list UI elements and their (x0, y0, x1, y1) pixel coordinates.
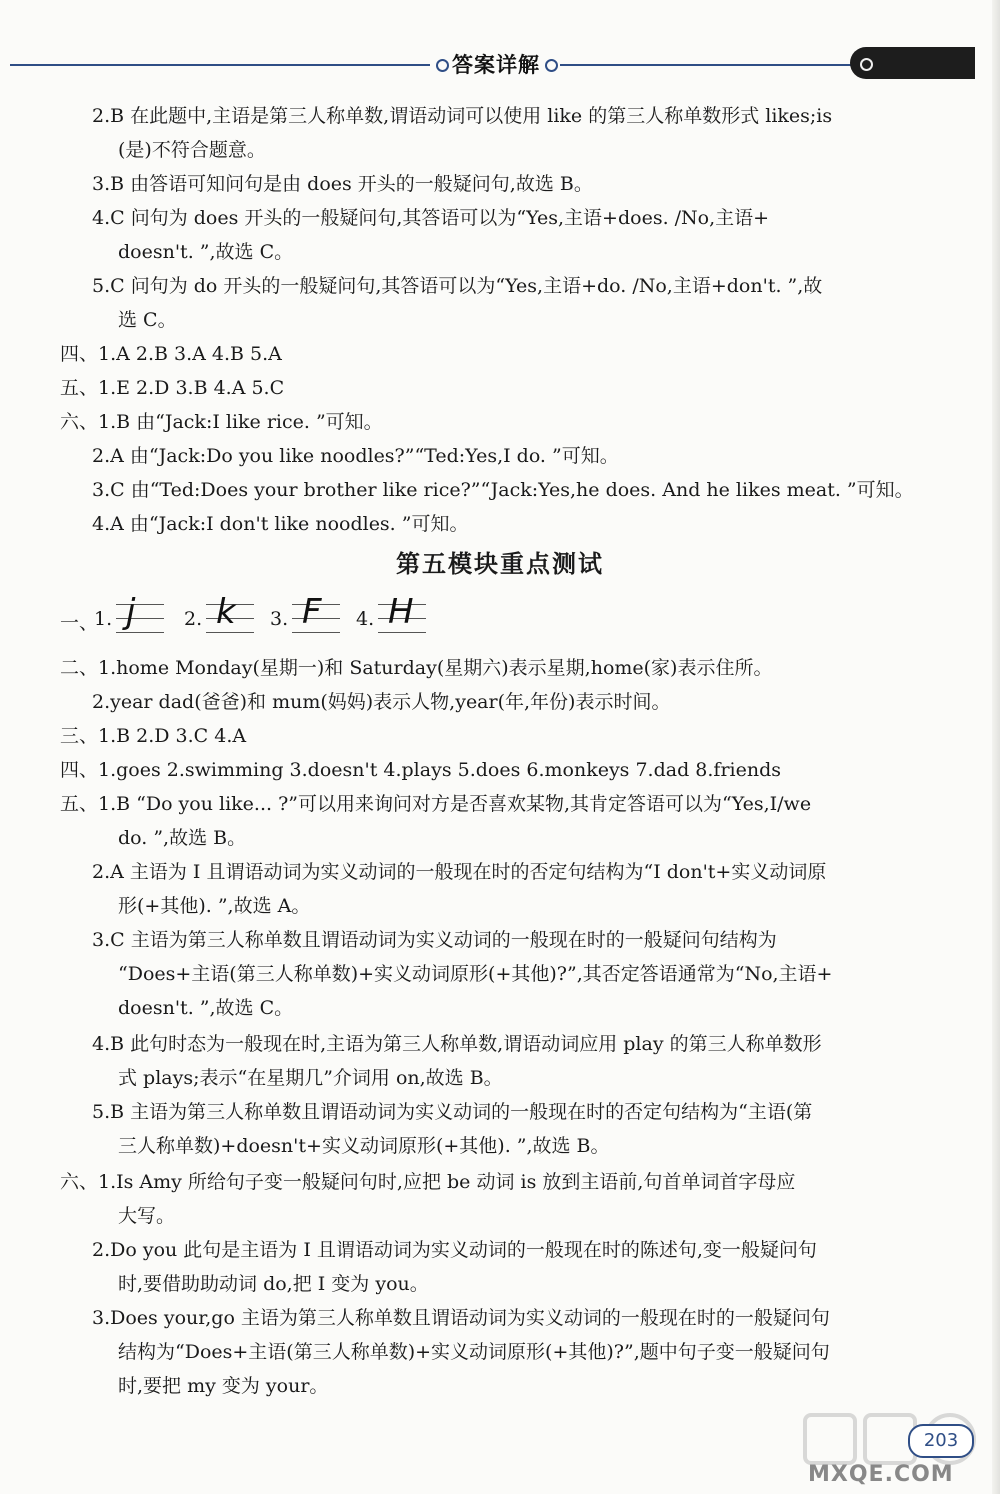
header-dot-right (545, 59, 558, 72)
answer-line: 时,要借助助动词 do,把 I 变为 you。 (118, 1273, 429, 1295)
answer-line: do. ”,故选 B。 (118, 827, 247, 849)
answer-line: 选 C。 (118, 309, 177, 331)
answer-line: 4.A 由“Jack:I don't like noodles. ”可知。 (92, 513, 469, 535)
answer-line: 五、1.B “Do you like... ?”可以用来询问对方是否喜欢某物,其肯定答语可以为“Yes,I/we (60, 793, 812, 815)
handwriting-number: 4. (356, 608, 375, 630)
answer-line: 结构为“Does+主语(第三人称单数)+实义动词原形(+其他)?”,题中句子变一般疑问句 (118, 1341, 830, 1363)
answer-line: 四、1.A 2.B 3.A 4.B 5.A (60, 343, 282, 365)
section-title: 第五模块重点测试 (396, 550, 604, 578)
answer-line: 时,要把 my 变为 your。 (118, 1375, 329, 1397)
page-edge (992, 0, 1000, 1494)
answer-line: 4.C 问句为 does 开头的一般疑问句,其答语可以为“Yes,主语+does. /No,主语+ (92, 207, 770, 229)
page-number: 203 (908, 1424, 974, 1458)
handwriting-number: 1. (94, 608, 113, 630)
handwritten-letter: k (216, 592, 236, 632)
answer-line: “Does+主语(第三人称单数)+实义动词原形(+其他)?”,其否定答语通常为“No,主语+ (118, 963, 833, 985)
handwriting-box (292, 592, 340, 638)
answer-line: doesn't. ”,故选 C。 (118, 997, 294, 1019)
answer-line: 5.C 问句为 do 开头的一般疑问句,其答语可以为“Yes,主语+do. /No,主语+don't. ”,故 (92, 275, 823, 297)
answer-line: 2.A 由“Jack:Do you like noodles?”“Ted:Yes,I do. ”可知。 (92, 445, 619, 467)
answer-line: 2.Do you 此句是主语为 I 且谓语动词为实义动词的一般现在时的陈述句,变一般疑问句 (92, 1239, 817, 1261)
header-tab-dot (860, 58, 873, 71)
header-dot-left (436, 59, 449, 72)
answer-line: 3.C 主语为第三人称单数且谓语动词为实义动词的一般现在时的一般疑问句结构为 (92, 929, 777, 951)
answer-line: 五、1.E 2.D 3.B 4.A 5.C (60, 377, 285, 399)
answer-line: 2.B 在此题中,主语是第三人称单数,谓语动词可以使用 like 的第三人称单数形式 likes;is (92, 105, 833, 127)
answer-line: 六、1.Is Amy 所给句子变一般疑问句时,应把 be 动词 is 放到主语前,句首单词首字母应 (60, 1171, 796, 1193)
header-rule-left (10, 64, 430, 66)
answer-line: 3.B 由答语可知问句是由 does 开头的一般疑问句,故选 B。 (92, 173, 593, 195)
answer-line: 大写。 (118, 1205, 176, 1227)
handwritten-letter: j (126, 592, 136, 632)
handwriting-box (116, 592, 164, 638)
answer-line: (是)不符合题意。 (118, 139, 266, 161)
answer-line: doesn't. ”,故选 C。 (118, 241, 294, 263)
header-rule-right (560, 64, 860, 66)
answer-line: 3.Does your,go 主语为第三人称单数且谓语动词为实义动词的一般现在时的一般疑问句 (92, 1307, 830, 1329)
answer-line: 三人称单数)+doesn't+实义动词原形(+其他). ”,故选 B。 (118, 1135, 610, 1157)
handwriting-box (206, 592, 254, 638)
answer-line: 2.year dad(爸爸)和 mum(妈妈)表示人物,year(年,年份)表示时间。 (92, 691, 671, 713)
answer-line: 形(+其他). ”,故选 A。 (118, 895, 311, 917)
watermark-text: MXQE.COM (808, 1462, 954, 1487)
answer-line: 3.C 由“Ted:Does your brother like rice?”“Jack:Yes,he does. And he likes meat. ”可知。 (92, 479, 914, 501)
answer-line: 5.B 主语为第三人称单数且谓语动词为实义动词的一般现在时的否定句结构为“主语(第 (92, 1101, 813, 1123)
header-title: 答案详解 (452, 53, 540, 77)
handwriting-prefix: 一、 (60, 612, 99, 634)
handwritten-letter: H (388, 592, 414, 632)
handwriting-number: 2. (184, 608, 203, 630)
answer-line: 三、1.B 2.D 3.C 4.A (60, 725, 247, 747)
answer-line: 4.B 此句时态为一般现在时,主语为第三人称单数,谓语动词应用 play 的第三人称单数形 (92, 1033, 822, 1055)
answer-line: 2.A 主语为 I 且谓语动词为实义动词的一般现在时的否定句结构为“I don't+实义动词原 (92, 861, 827, 883)
answer-line: 四、1.goes 2.swimming 3.doesn't 4.plays 5.does 6.monkeys 7.dad 8.friends (60, 759, 782, 781)
handwriting-box (378, 592, 426, 638)
answer-line: 六、1.B 由“Jack:I like rice. ”可知。 (60, 411, 383, 433)
handwritten-letter: F (302, 592, 322, 632)
answer-line: 二、1.home Monday(星期一)和 Saturday(星期六)表示星期,home(家)表示住所。 (60, 657, 773, 679)
answer-line: 式 plays;表示“在星期几”介词用 on,故选 B。 (118, 1067, 503, 1089)
handwriting-number: 3. (270, 608, 289, 630)
